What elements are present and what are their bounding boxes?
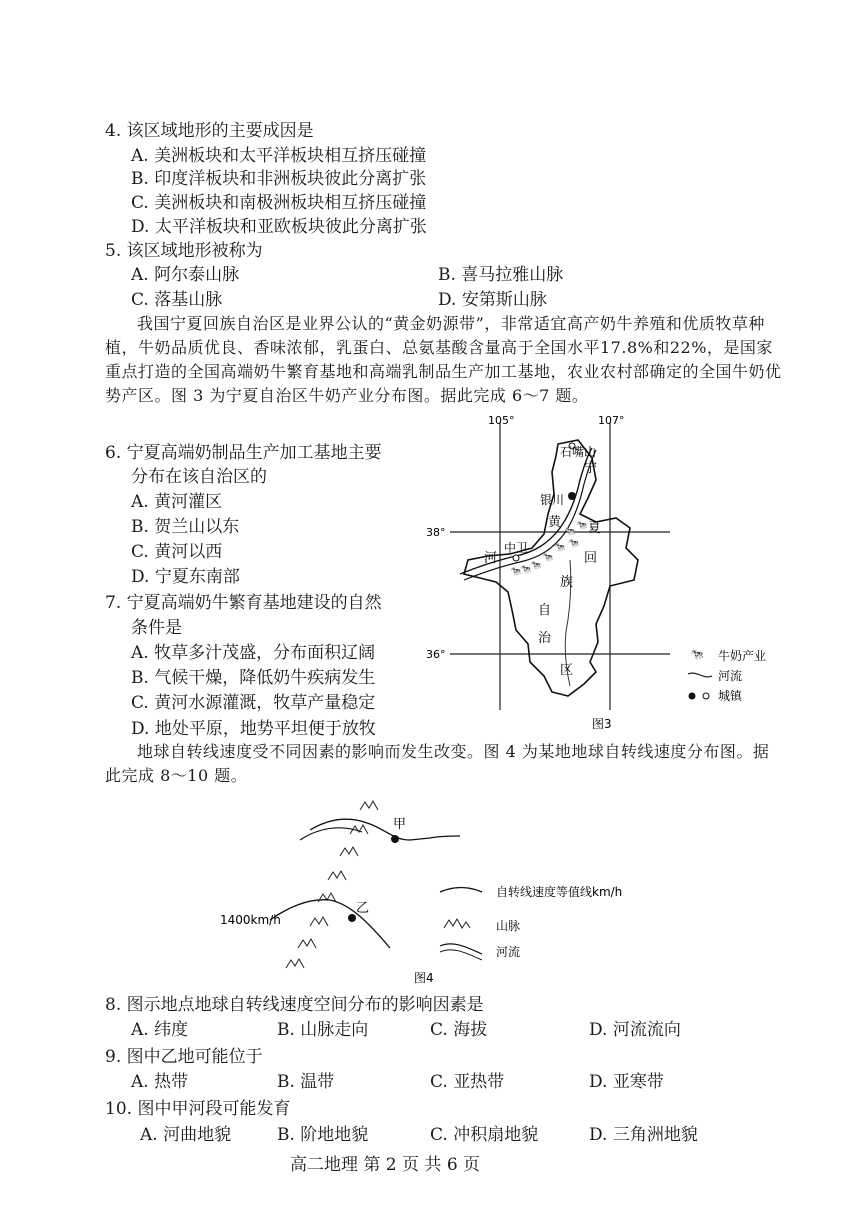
label-xia: 夏 xyxy=(588,521,602,536)
q8-option-b: B. 山脉走向 xyxy=(277,1020,369,1040)
svg-text:🐄: 🐄 xyxy=(520,565,532,575)
figure4-caption: 图4 xyxy=(414,971,434,985)
label-shizuishan: 石嘴山 xyxy=(560,445,597,459)
q7-option-c: C. 黄河水源灌溉，牧草产量稳定 xyxy=(131,693,376,713)
label-qu: 区 xyxy=(560,663,574,678)
rotation-speed-figure xyxy=(200,788,680,988)
isoline-value-label: 1400km/h xyxy=(220,913,281,927)
passage-ningxia: 我国宁夏回族自治区是业界公认的“黄金奶源带”，非常适宜高产奶牛养殖和优质牧草种植，牛奶品质优良、香味浓郁，乳蛋白、总氨基酸含量高于全国水平17.8%和22%，是国家重点打造的全国高端奶牛繁育基地和高端乳制品生产加工基地，农业农村部确定的全国牛奶优势产区。图 3 为宁夏自治区牛奶产业分布图。据此完成 6～7 题。 xyxy=(105,314,782,405)
legend-town-icon xyxy=(703,693,709,699)
q9-stem: 9. 图中乙地可能位于 xyxy=(105,1047,263,1067)
label-hui: 回 xyxy=(584,551,598,566)
mountain-range xyxy=(286,801,378,968)
q4-option-b: B. 印度洋板块和非洲板块彼此分离扩张 xyxy=(131,169,427,189)
q5-option-c: C. 落基山脉 xyxy=(131,290,223,310)
q5-option-d: D. 安第斯山脉 xyxy=(438,290,547,310)
legend-dairy-icon: 🐄 xyxy=(690,648,704,661)
q5-option-a: A. 阿尔泰山脉 xyxy=(131,265,240,285)
upper-river xyxy=(310,819,460,840)
yinchuan-city-marker xyxy=(568,492,576,500)
svg-text:🐄: 🐄 xyxy=(564,527,576,537)
zhongwei-town-marker xyxy=(513,555,519,561)
legend-mountain-label: 山脉 xyxy=(496,919,521,933)
q6-option-b: B. 贺兰山以东 xyxy=(131,517,240,537)
label-zhi: 治 xyxy=(538,631,552,646)
q10-option-d: D. 三角洲地貌 xyxy=(589,1125,698,1145)
q8-option-d: D. 河流流向 xyxy=(589,1020,681,1040)
svg-text:🐄: 🐄 xyxy=(576,521,588,531)
q6-option-a: A. 黄河灌区 xyxy=(131,492,223,512)
point-jia-label: 甲 xyxy=(393,817,407,832)
label-zi: 自 xyxy=(538,603,552,618)
q10-stem: 10. 图中甲河段可能发育 xyxy=(105,1099,291,1119)
q10-option-b: B. 阶地地貌 xyxy=(277,1125,369,1145)
svg-text:🐄: 🐄 xyxy=(510,567,522,577)
lat-36-label: 36° xyxy=(426,648,446,661)
q9-option-a: A. 热带 xyxy=(131,1072,189,1092)
label-yinchuan: 银川 xyxy=(540,493,565,507)
q5-option-b: B. 喜马拉雅山脉 xyxy=(438,265,564,285)
label-ning: 宁 xyxy=(584,461,598,476)
isoline-1400 xyxy=(270,900,390,948)
q4-option-c: C. 美洲板块和南极洲板块相互挤压碰撞 xyxy=(131,193,427,213)
lon-107-label: 107° xyxy=(598,414,625,427)
passage-rotation: 地球自转线速度受不同因素的影响而发生改变。图 4 为某地地球自转线速度分布图。据此完成 8～10 题。 xyxy=(105,742,770,785)
figure3-caption: 图3 xyxy=(592,717,612,731)
q6-stem-line2: 分布在该自治区的 xyxy=(131,467,267,487)
svg-text:🐄: 🐄 xyxy=(568,539,580,549)
legend-river-label-fig4: 河流 xyxy=(496,945,521,959)
svg-text:🐄: 🐄 xyxy=(530,561,542,571)
legend-river-label: 河流 xyxy=(718,669,743,683)
page-footer: 高二地理 第 2 页 共 6 页 xyxy=(290,1155,481,1175)
lon-105-label: 105° xyxy=(488,414,515,427)
q6-stem-line1: 6. 宁夏高端奶制品生产加工基地主要 xyxy=(105,443,382,463)
q10-option-a: A. 河曲地貌 xyxy=(140,1125,232,1145)
point-jia-marker xyxy=(391,835,399,843)
point-yi-marker xyxy=(348,914,356,922)
svg-text:🐄: 🐄 xyxy=(542,553,554,563)
q8-option-a: A. 纬度 xyxy=(131,1020,189,1040)
q8-stem: 8. 图示地点地球自转线速度空间分布的影响因素是 xyxy=(105,995,484,1015)
point-yi-label: 乙 xyxy=(356,901,370,916)
q7-option-a: A. 牧草多汁茂盛，分布面积辽阔 xyxy=(131,643,376,663)
q9-option-b: B. 温带 xyxy=(277,1072,335,1092)
q7-option-d: D. 地处平原，地势平坦便于放牧 xyxy=(131,719,376,739)
q10-option-c: C. 冲积扇地貌 xyxy=(430,1125,539,1145)
legend-dairy-label: 牛奶产业 xyxy=(718,649,767,663)
legend-isoline-label: 自转线速度等值线km/h xyxy=(496,885,623,899)
legend-isoline-icon xyxy=(440,888,482,893)
q4-option-a: A. 美洲板块和太平洋板块相互挤压碰撞 xyxy=(131,146,427,166)
q4-option-d: D. 太平洋板块和亚欧板块彼此分离扩张 xyxy=(131,217,427,237)
label-huang: 黄 xyxy=(548,515,562,530)
q6-option-c: C. 黄河以西 xyxy=(131,542,223,562)
legend-river-icon xyxy=(688,673,712,677)
legend-city-icon xyxy=(689,693,696,700)
svg-text:🐄: 🐄 xyxy=(554,543,566,553)
ningxia-map xyxy=(420,410,800,740)
lat-38-label: 38° xyxy=(426,526,446,539)
label-zhongwei: 中卫 xyxy=(504,541,529,555)
q5-stem: 5. 该区域地形被称为 xyxy=(105,241,263,261)
q4-stem: 4. 该区域地形的主要成因是 xyxy=(105,121,314,141)
label-zu: 族 xyxy=(560,575,574,590)
legend-mountain-icon xyxy=(444,919,470,928)
q6-option-d: D. 宁夏东南部 xyxy=(131,567,240,587)
legend-river-icon-fig4 xyxy=(440,944,482,954)
q8-option-c: C. 海拔 xyxy=(430,1020,488,1040)
legend-town-label: 城镇 xyxy=(718,689,743,703)
ningxia-boundary xyxy=(464,440,638,696)
q7-option-b: B. 气候干燥，降低奶牛疾病发生 xyxy=(131,668,376,688)
label-he: 河 xyxy=(484,551,498,566)
q7-stem-line1: 7. 宁夏高端奶牛繁育基地建设的自然 xyxy=(105,593,382,613)
yellow-river xyxy=(460,448,592,574)
q7-stem-line2: 条件是 xyxy=(131,618,182,638)
q9-option-d: D. 亚寒带 xyxy=(589,1072,664,1092)
q9-option-c: C. 亚热带 xyxy=(430,1072,505,1092)
